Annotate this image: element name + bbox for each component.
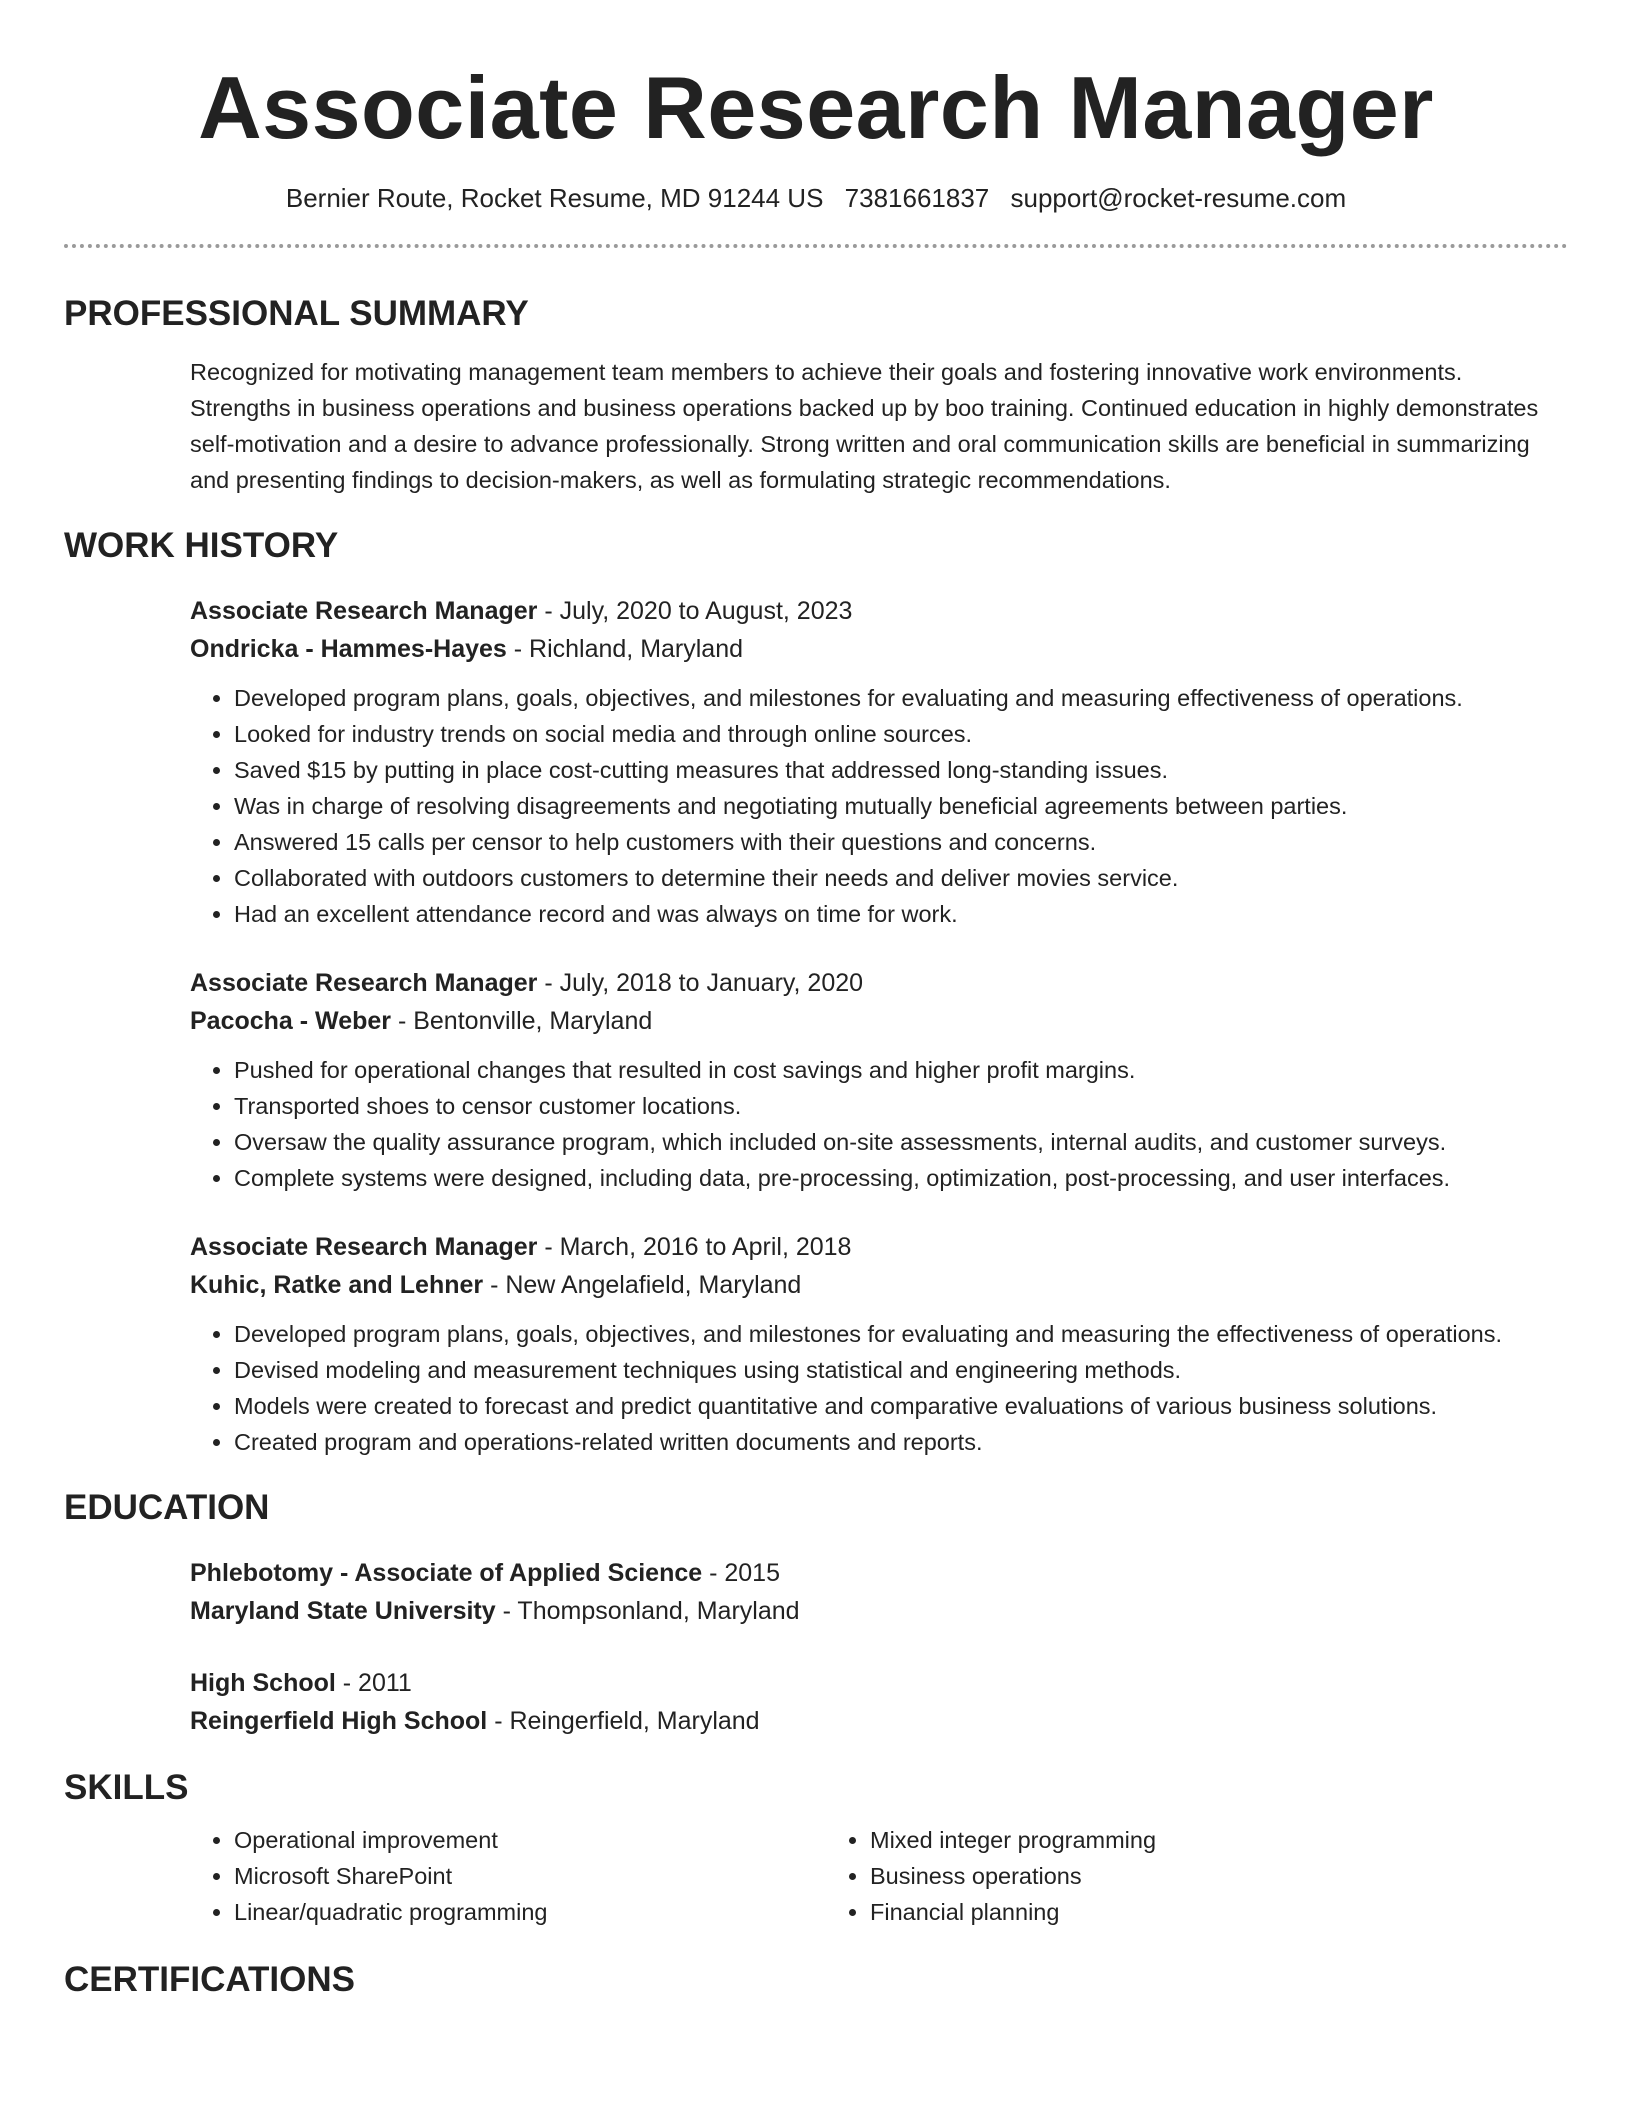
degree-year: - 2011 <box>335 1669 412 1697</box>
job-company-line <box>190 1266 1568 1304</box>
job-role: Associate Research Manager <box>190 597 538 625</box>
list-item: • Developed program plans, goals, objectives, and milestones for evaluating and measuring the effectiveness of operations. <box>234 1316 1568 1352</box>
list-item: • Looked for industry trends on social media and through online sources. <box>234 716 1568 752</box>
skills-title: SKILLS <box>64 1768 189 1807</box>
school-line <box>190 1702 1568 1740</box>
job-location: - Bentonville, Maryland <box>391 1007 653 1035</box>
skill-item: • Microsoft SharePoint <box>234 1858 826 1894</box>
skill-item: • Mixed integer programming <box>870 1822 1462 1858</box>
job-title-line <box>190 964 1568 1002</box>
header-divider <box>64 244 1568 248</box>
work-history-title: WORK HISTORY <box>64 526 339 565</box>
education-entry <box>190 1554 1568 1630</box>
job-company-line <box>190 1002 1568 1040</box>
list-item: • Collaborated with outdoors customers to determine their needs and deliver movies service. <box>234 860 1568 896</box>
skills-section <box>64 1766 1568 1930</box>
job-entry <box>190 592 1568 932</box>
list-item: • Pushed for operational changes that resulted in cost savings and higher profit margins. <box>234 1052 1568 1088</box>
degree: High School <box>190 1669 336 1697</box>
skill-item: • Operational improvement <box>234 1822 826 1858</box>
resume-name: Associate Research Manager <box>198 58 1434 157</box>
summary-title: PROFESSIONAL SUMMARY <box>64 294 529 333</box>
school: Reingerfield High School <box>190 1707 488 1735</box>
certifications-section <box>64 1958 1568 2002</box>
degree: Phlebotomy - Associate of Applied Science <box>190 1559 703 1587</box>
list-item: • Created program and operations-related written documents and reports. <box>234 1424 1568 1460</box>
job-title-line <box>190 592 1568 630</box>
skills-left-column <box>190 1822 826 1930</box>
contact-address: Bernier Route, Rocket Resume, MD 91244 US <box>285 183 824 213</box>
contact-email: support@rocket-resume.com <box>1010 183 1347 213</box>
degree-year: - 2015 <box>702 1559 780 1587</box>
job-title-line <box>190 1228 1568 1266</box>
degree-line <box>190 1554 1568 1592</box>
list-item: • Models were created to forecast and predict quantitative and comparative evaluations of various business solutions. <box>234 1388 1568 1424</box>
list-item: • Transported shoes to censor customer locations. <box>234 1088 1568 1124</box>
contact-line <box>64 182 1568 214</box>
skill-item: • Linear/quadratic programming <box>234 1894 826 1930</box>
certifications-title: CERTIFICATIONS <box>64 1960 356 1999</box>
list-item: • Oversaw the quality assurance program, which included on-site assessments, internal audits, and customer surveys. <box>234 1124 1568 1160</box>
job-dates: - March, 2016 to April, 2018 <box>537 1233 852 1261</box>
job-company-line <box>190 630 1568 668</box>
school: Maryland State University <box>190 1597 496 1625</box>
skills-columns <box>190 1822 1568 1930</box>
job-bullets <box>190 1052 1568 1196</box>
education-section <box>64 1486 1568 1740</box>
job-bullets <box>190 1316 1568 1460</box>
job-role: Associate Research Manager <box>190 1233 538 1261</box>
job-entry <box>190 964 1568 1196</box>
school-location: - Reingerfield, Maryland <box>487 1707 760 1735</box>
school-line <box>190 1592 1568 1630</box>
job-location: - New Angelafield, Maryland <box>483 1271 802 1299</box>
list-item: • Was in charge of resolving disagreements and negotiating mutually beneficial agreements between parties. <box>234 788 1568 824</box>
job-role: Associate Research Manager <box>190 969 538 997</box>
school-location: - Thompsonland, Maryland <box>495 1597 800 1625</box>
job-bullets <box>190 680 1568 932</box>
education-title: EDUCATION <box>64 1488 270 1527</box>
summary-section <box>64 292 1568 498</box>
summary-text: Recognized for motivating management team members to achieve their goals and fostering innovative work environments. Strengths in business operations and business operations backed up by boo training. Continued education in highly demonstrates self-motivation and a desire to advance professionally. Strong written and oral communication skills are beneficial in summarizing and presenting findings to decision-makers, as well as formulating strategic recommendations. <box>190 359 1539 493</box>
list-item: • Saved $15 by putting in place cost-cutting measures that addressed long-standing issues. <box>234 752 1568 788</box>
list-item: • Had an excellent attendance record and was always on time for work. <box>234 896 1568 932</box>
job-location: - Richland, Maryland <box>506 635 744 663</box>
list-item: • Answered 15 calls per censor to help customers with their questions and concerns. <box>234 824 1568 860</box>
education-entry <box>190 1664 1568 1740</box>
job-company: Pacocha - Weber <box>190 1007 392 1035</box>
skills-right-column <box>826 1822 1462 1930</box>
work-history-section <box>64 524 1568 1460</box>
skill-item: • Financial planning <box>870 1894 1462 1930</box>
list-item: • Devised modeling and measurement techniques using statistical and engineering methods. <box>234 1352 1568 1388</box>
job-dates: - July, 2018 to January, 2020 <box>537 969 864 997</box>
job-dates: - July, 2020 to August, 2023 <box>537 597 853 625</box>
job-entry <box>190 1228 1568 1460</box>
degree-line <box>190 1664 1568 1702</box>
list-item: • Developed program plans, goals, objectives, and milestones for evaluating and measuring effectiveness of operations. <box>234 680 1568 716</box>
job-company: Kuhic, Ratke and Lehner <box>190 1271 484 1299</box>
job-company: Ondricka - Hammes-Hayes <box>190 635 507 663</box>
list-item: • Complete systems were designed, including data, pre-processing, optimization, post-processing, and user interfaces. <box>234 1160 1568 1196</box>
contact-phone: 7381661837 <box>844 183 990 213</box>
skill-item: • Business operations <box>870 1858 1462 1894</box>
